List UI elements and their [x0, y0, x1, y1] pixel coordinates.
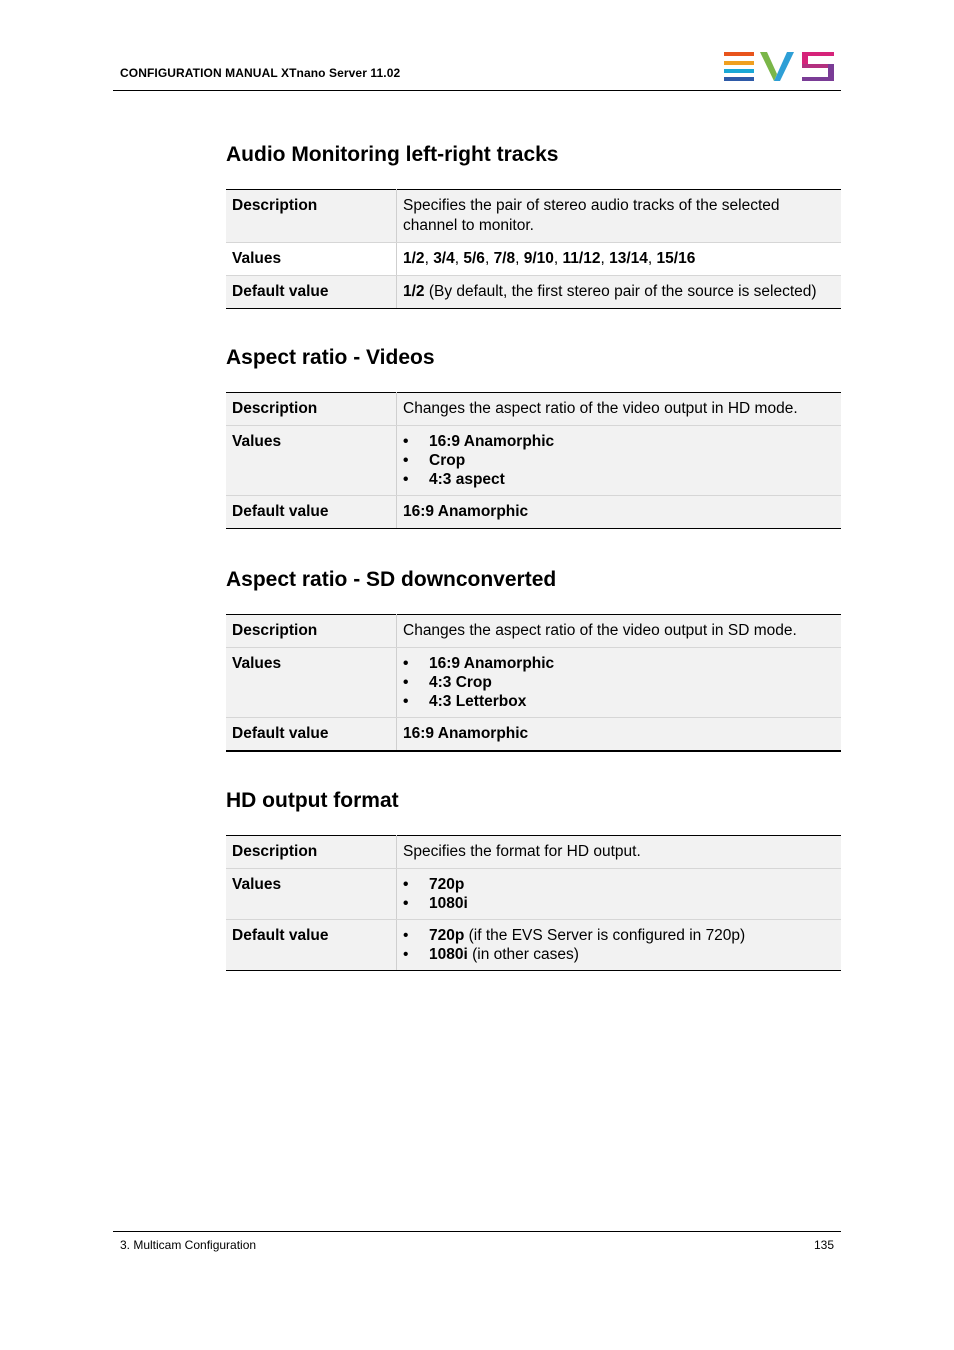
row-label: Description [226, 615, 397, 648]
list-item: • 16:9 Anamorphic [403, 654, 835, 673]
table-row [226, 276, 841, 309]
list-item: • 720p [403, 875, 835, 894]
row-label: Description [226, 836, 397, 869]
param-table-audio-monitoring [226, 189, 841, 309]
value-item: 11/12 [562, 250, 601, 267]
value-item: 7/8 [493, 250, 516, 267]
page-number: 135 [813, 1238, 834, 1252]
row-label: Default value [226, 718, 397, 752]
row-label: Values [226, 648, 397, 718]
section-title-audio-monitoring: Audio Monitoring left-right tracks [226, 143, 559, 166]
footer-divider [113, 1231, 841, 1232]
row-label: Description [226, 190, 397, 243]
row-label: Description [226, 393, 397, 426]
values-inline-list: 1/2, 3/4, 5/6, 7/8, 9/10, 11/12, 13/14, 15/16 [397, 243, 842, 276]
list-item: • 1080i [403, 894, 835, 913]
value-item: 5/6 [463, 250, 485, 267]
table-row [226, 718, 841, 752]
default-option-note: (in other cases) [467, 946, 579, 963]
value-item: 3/4 [433, 250, 455, 267]
description-value: Changes the aspect ratio of the video output in HD mode. [397, 393, 842, 426]
table-row [226, 920, 841, 971]
list-item: • 4:3 aspect [403, 470, 835, 489]
value-item: 9/10 [523, 250, 554, 267]
header-divider [113, 90, 841, 91]
section-title-aspect-ratio-sd: Aspect ratio - SD downconverted [226, 568, 557, 591]
row-label: Values [226, 426, 397, 496]
section-title-aspect-ratio-videos: Aspect ratio - Videos [226, 346, 435, 369]
value-item: 1/2 [403, 250, 425, 267]
default-value-bold: 1/2 [403, 283, 425, 300]
default-value-note: (By default, the first stereo pair of the source is selected) [424, 283, 817, 300]
default-value: 16:9 Anamorphic [397, 718, 842, 752]
table-row [226, 243, 841, 276]
default-option-bold: 1080i [429, 946, 468, 963]
row-label: Values [226, 243, 397, 276]
table-row [226, 496, 841, 529]
value-item: 15/16 [656, 250, 696, 267]
row-label: Default value [226, 920, 397, 971]
table-row [226, 836, 841, 869]
row-label: Default value [226, 276, 397, 309]
section-title-hd-output-format: HD output format [226, 789, 399, 812]
document-header-title: CONFIGURATION MANUAL XTnano Server 11.02 [120, 66, 401, 80]
row-label: Default value [226, 496, 397, 529]
values-bullet-list [403, 432, 835, 489]
default-option-note: (if the EVS Server is configured in 720p) [464, 927, 746, 944]
param-table-hd-output-format [226, 835, 841, 971]
param-table-aspect-ratio-videos [226, 392, 841, 529]
list-item [403, 945, 835, 964]
default-value: 16:9 Anamorphic [397, 496, 842, 529]
table-row [226, 190, 841, 243]
default-bullet-list [403, 926, 835, 964]
param-table-aspect-ratio-sd [226, 614, 841, 752]
table-row [226, 615, 841, 648]
list-item: • Crop [403, 451, 835, 470]
list-item: • 4:3 Letterbox [403, 692, 835, 711]
table-row [226, 393, 841, 426]
list-item: • 4:3 Crop [403, 673, 835, 692]
default-value [397, 276, 842, 309]
table-row [226, 648, 841, 718]
description-value: Specifies the format for HD output. [397, 836, 842, 869]
values-bullet-list [403, 654, 835, 711]
default-option-bold: 720p [429, 927, 465, 944]
row-label: Values [226, 869, 397, 920]
description-value: Specifies the pair of stereo audio tracks of the selected channel to monitor. [397, 190, 842, 243]
table-row [226, 869, 841, 920]
value-item: 13/14 [609, 250, 648, 267]
footer-chapter: 3. Multicam Configuration [120, 1238, 257, 1252]
list-item [403, 926, 835, 945]
list-item: • 16:9 Anamorphic [403, 432, 835, 451]
evs-logo [724, 52, 836, 82]
table-row [226, 426, 841, 496]
description-value: Changes the aspect ratio of the video output in SD mode. [397, 615, 842, 648]
values-bullet-list [403, 875, 835, 913]
